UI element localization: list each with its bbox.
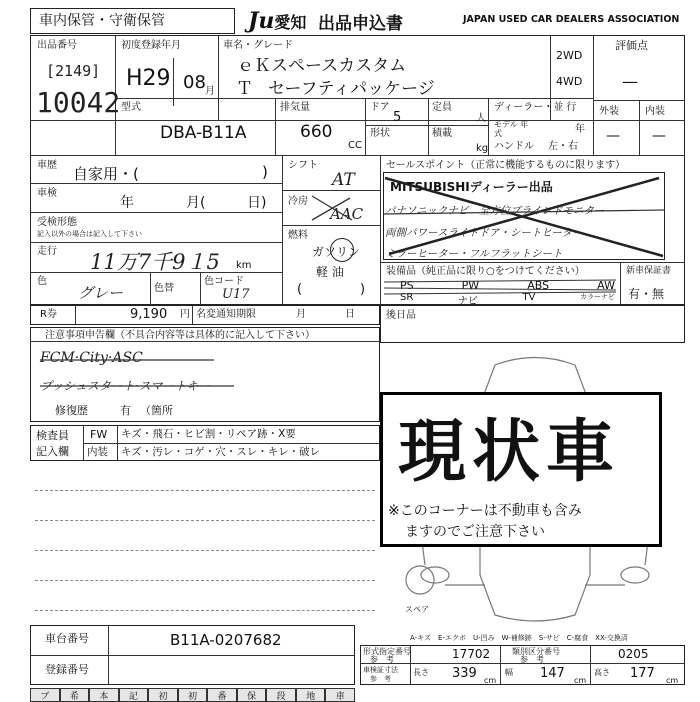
fuel-gasoline: ガソリン xyxy=(312,245,361,259)
notes-line2: プッシュスタート·スマートキー xyxy=(40,379,211,393)
spare-label: スペア xyxy=(405,605,429,614)
vehicle-name-line1: ｅＫスペースカスタム xyxy=(237,56,407,76)
rating-label: 評価点 xyxy=(615,39,648,52)
history-close: ) xyxy=(262,163,268,181)
footer-cell: 車 xyxy=(325,688,355,702)
fuel-paren-close: ) xyxy=(360,282,366,297)
vehicle-name-line2: セーフティパッケージ xyxy=(268,79,435,99)
ac-label: 冷房 xyxy=(288,196,308,207)
inspector-label-2: 記入欄 xyxy=(36,445,69,458)
footer-cell: 地 xyxy=(296,688,326,702)
vehicle-name-line2-prefix: Ｔ xyxy=(236,79,253,99)
load-label: 積載 xyxy=(432,128,452,139)
footer-cell: 初 xyxy=(178,688,208,702)
recycle-yen: 円 xyxy=(180,309,190,320)
ac-strike-mark xyxy=(282,190,380,225)
name-change-month: 月 xyxy=(296,309,306,320)
interior-check-label: 内装 xyxy=(87,446,108,458)
doors-value: 5 xyxy=(393,110,402,125)
ac-value: AAC xyxy=(330,205,364,223)
footer-cell: 本 xyxy=(89,688,119,702)
equipment-pw: PW xyxy=(461,279,480,292)
footer-cell: 記 xyxy=(119,688,149,702)
header-logo xyxy=(248,8,308,34)
length-label: 長さ xyxy=(413,668,429,677)
type-cert-value: 17702 xyxy=(452,647,491,661)
color-code-value: U17 xyxy=(222,287,250,302)
repair-history-label: 修復歴 xyxy=(55,404,88,417)
registration-era-year: H29 xyxy=(126,66,171,91)
color-code-label: 色コード xyxy=(204,276,244,287)
history-label: 車歴 xyxy=(37,160,57,171)
category-label: 類別区分番号 xyxy=(512,647,560,656)
registration-month: 08 xyxy=(183,72,206,93)
length-unit: cm xyxy=(484,676,497,685)
name-change-label: 名変通知期限 xyxy=(196,309,256,320)
equipment-label: 装備品（純正品に限り○をつけてください） xyxy=(386,266,585,277)
equipment-sr: SR xyxy=(400,292,414,303)
notes-line1-strike xyxy=(38,354,218,366)
interior-score: — xyxy=(652,128,666,144)
shift-value: AT xyxy=(332,170,355,190)
footer-cell: ブ xyxy=(30,688,60,702)
org-name: 愛知 xyxy=(274,13,307,32)
equipment-strike-lines xyxy=(380,276,620,306)
damage-legend: A-キズ E-エクボ U-凹み W-補修跡 S-サビ C-腐食 XX-交換済 xyxy=(410,634,628,642)
entry-bracket-code: [2149] xyxy=(46,62,101,80)
inspection-label: 車検 xyxy=(37,188,57,199)
color-value: グレー xyxy=(78,284,124,302)
width-unit: cm xyxy=(574,676,587,685)
footer-cell: 番 xyxy=(207,688,237,702)
dealer-parallel-label: ディーラー・並 行 xyxy=(494,102,577,113)
association-name: JAPAN USED CAR DEALERS ASSOCIATION xyxy=(463,14,680,25)
fw-label: FW xyxy=(90,428,108,441)
equipment-color-navi: カラーナビ xyxy=(579,293,615,301)
notes-line1: FCM·City·ASC xyxy=(40,350,143,366)
handle-label: ハンドル xyxy=(494,141,534,152)
doors-label: ドア xyxy=(370,102,390,113)
equipment-ps: PS xyxy=(400,279,414,292)
storage-tab xyxy=(30,8,235,34)
recycle-label: R券 xyxy=(40,309,57,320)
selling-point-line3: 両側パワースライドドア・シートヒーター xyxy=(385,227,583,239)
model-label: 型式 xyxy=(121,102,141,113)
post-items-label: 後日品 xyxy=(386,310,416,321)
load-unit: kg xyxy=(476,143,489,154)
category-ref: 参 考 xyxy=(520,655,544,664)
inspection-type-label: 受検形態 xyxy=(37,217,77,228)
entry-number-label: 出品番号 xyxy=(37,40,77,51)
interior-label: 内装 xyxy=(645,106,665,117)
dims-label: 車検証寸法 xyxy=(363,666,398,674)
displacement-label: 排気量 xyxy=(280,102,310,113)
footer-cell: 希 xyxy=(60,688,90,702)
selling-point-line2: パナソニックナビ 全方位ブラインドモニター xyxy=(385,205,605,217)
mileage-unit: km xyxy=(236,260,252,271)
shift-label: シフト xyxy=(288,160,318,171)
recycle-amount: 9,190 xyxy=(130,307,168,322)
mileage-label: 走行 xyxy=(37,246,57,257)
drive-2wd: 2WD xyxy=(556,49,583,62)
fuel-paren-open: ( xyxy=(297,282,303,297)
displacement-unit: CC xyxy=(348,140,362,151)
fuel-label: 燃料 xyxy=(288,230,308,241)
selling-points-label: セールスポイント（正常に機能するものに限ります） xyxy=(386,160,626,171)
selling-point-line1: MITSUBISHIディーラー出品 xyxy=(390,180,553,194)
first-registration-label: 初度登録年月 xyxy=(121,40,181,51)
inspection-type-hint: 記入以外の場合は記入して下さい xyxy=(37,230,142,238)
height-value: 177 xyxy=(630,666,655,681)
equipment-navi: ナビ xyxy=(457,296,478,307)
selling-points-cross-out xyxy=(383,172,665,260)
post-items-box xyxy=(380,305,685,343)
capacity-label: 定員 xyxy=(432,102,452,113)
type-cert-ref: 参 考 xyxy=(370,655,394,664)
mileage-value: 11万7千9１5 xyxy=(90,250,220,274)
registration-number-label: 登録番号 xyxy=(45,663,89,676)
height-label: 高さ xyxy=(594,668,610,677)
chassis-value: B11A-0207682 xyxy=(170,631,282,649)
model-year-label: モデル 年式 xyxy=(494,120,529,138)
inspector-label-1: 検査員 xyxy=(36,429,69,442)
footer-cell: 段 xyxy=(266,688,296,702)
form-title: 出品申込書 xyxy=(318,14,403,34)
inspection-day: 日) xyxy=(247,195,267,211)
notes-line2-strike xyxy=(38,380,238,392)
width-label: 幅 xyxy=(505,668,513,677)
repair-history-value: 有 xyxy=(120,404,131,417)
fuel-selected-circle xyxy=(330,238,354,262)
warranty-label: 新車保証書 xyxy=(626,266,672,276)
model-value: DBA-B11A xyxy=(160,123,247,143)
selling-point-line4: ミラーヒーター・フルフラットシート xyxy=(385,248,563,260)
color-label: 色 xyxy=(37,276,47,287)
equipment-aw: AW xyxy=(597,279,615,292)
history-value: 自家用・( xyxy=(73,165,139,183)
repair-history-place: （箇所 xyxy=(140,404,173,417)
footer-cell: 初 xyxy=(148,688,178,702)
exterior-score: — xyxy=(606,128,620,144)
status-stamp-note-1: ※このコーナーは不動車も含み xyxy=(388,503,582,519)
equipment-tv: TV xyxy=(522,292,536,303)
handle-options: 左・右 xyxy=(548,141,578,152)
warranty-options: 有・無 xyxy=(628,287,665,301)
inspection-year: 年 xyxy=(120,195,134,211)
rating-score: — xyxy=(622,72,638,91)
inspection-month: 月( xyxy=(186,195,206,211)
equipment-abs: ABS xyxy=(527,279,550,292)
displacement-value: 660 xyxy=(300,122,333,142)
dims-ref: 参 考 xyxy=(370,675,391,683)
registration-month-unit: 月 xyxy=(205,86,215,97)
ju-logo-mark: Ju xyxy=(248,8,275,34)
status-stamp-title: 現状車 xyxy=(398,412,621,492)
fuel-light-oil: 軽 油 xyxy=(316,265,344,279)
category-value: 0205 xyxy=(618,647,649,661)
model-year-unit: 年 xyxy=(575,124,585,135)
footer-cell: 保 xyxy=(237,688,267,702)
name-change-day: 日 xyxy=(345,309,355,320)
drive-4wd: 4WD xyxy=(556,75,583,88)
interior-check-text: キズ・汚レ・コゲ・穴・スレ・キレ・破レ xyxy=(121,446,321,458)
type-cert-label: 形式指定番号 xyxy=(363,647,411,656)
shape-label: 形状 xyxy=(370,128,390,139)
chassis-label: 車台番号 xyxy=(45,632,89,645)
fw-text: キズ・飛石・ヒビ割・リペア跡・X要 xyxy=(121,428,296,440)
entry-number: 10042 xyxy=(36,86,121,119)
vehicle-name-label: 車名・グレード xyxy=(223,40,293,51)
width-value: 147 xyxy=(540,666,565,681)
storage-tab-label: 車内保管・守衛保管 xyxy=(39,13,165,29)
repaint-label: 色替 xyxy=(154,283,174,294)
capacity-unit: 人 xyxy=(476,113,486,124)
height-unit: cm xyxy=(666,676,679,685)
status-stamp-note-2: ますのでご注意下さい xyxy=(405,524,545,540)
exterior-label: 外装 xyxy=(599,106,619,117)
length-value: 339 xyxy=(452,666,477,681)
notes-header: 注意事項申告欄（不具合内容等は具体的に記入して下さい） xyxy=(45,330,315,341)
